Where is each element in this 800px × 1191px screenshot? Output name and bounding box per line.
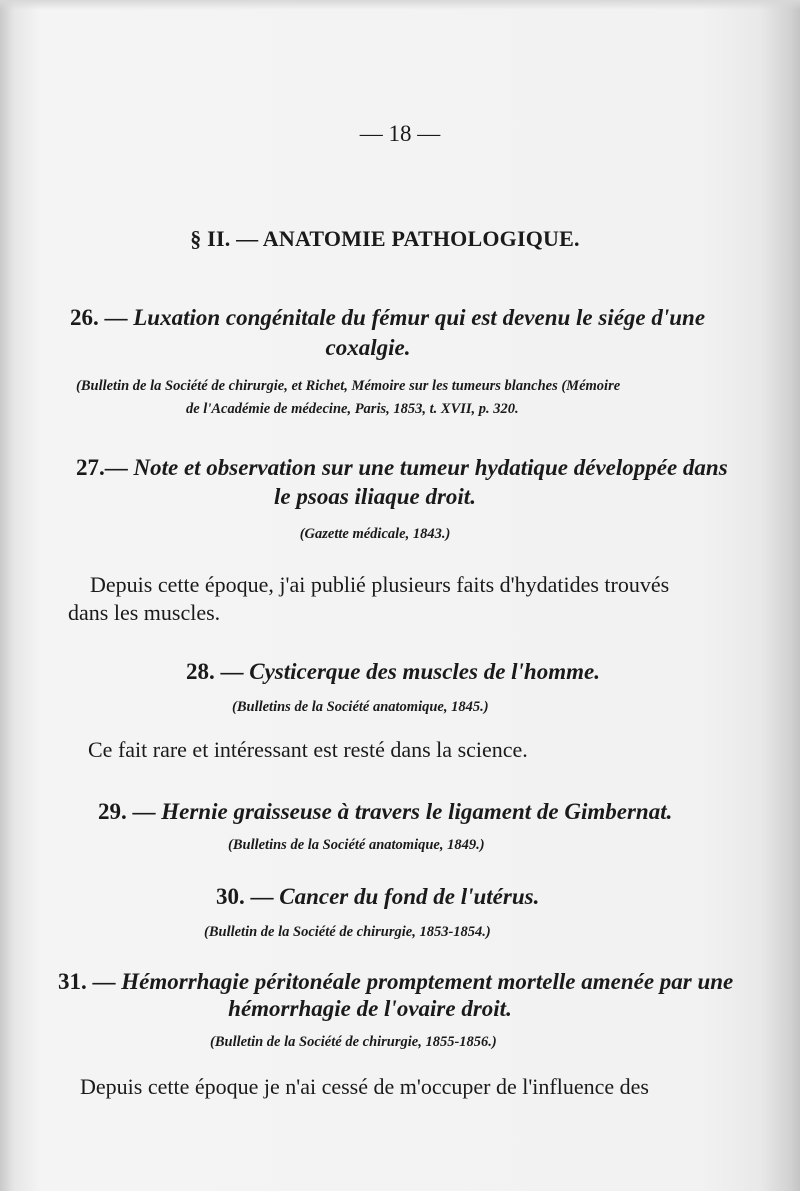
entry-29-title [98,800,672,823]
entry-26-citation-line2 [186,402,519,417]
entry-31-title-line2 [0,997,740,1020]
entry-29-citation [228,838,485,853]
citation-text: de l'Académie de médecine, Paris, 1853, t. XVII, p. 320. [186,401,519,417]
paragraph-2-line1: Ce fait rare et intéressant est resté dans la science. [88,737,528,762]
section-heading: § II. — ANATOMIE PATHOLOGIQUE. [190,226,580,251]
entry-27-citation [0,527,750,542]
entry-dash: — [92,969,116,994]
citation-text: (Bulletin de la Société de chirurgie, et Richet, Mémoire sur les tumeurs blanches (Mémoire [76,378,621,394]
entry-dash: — [104,305,128,330]
entry-number: 31. [58,969,87,994]
entry-title-text: Cancer du fond de l'utérus. [279,884,540,909]
entry-26-title-line1 [70,306,705,329]
entry-title-text: hémorrhagie de l'ovaire droit. [228,996,512,1021]
page-edge-shadow [0,0,800,10]
entry-27-title-line1 [76,456,728,479]
entry-dash: — [104,455,128,480]
entry-26-title-line2 [0,336,736,359]
entry-number: 30. [216,884,245,909]
entry-31-title-line1 [58,970,733,993]
citation-text: (Bulletins de la Société anatomique, 1849.) [228,837,485,853]
entry-28-title [186,660,600,683]
citation-text: (Gazette médicale, 1843.) [299,526,451,542]
entry-28-citation [232,700,489,715]
citation-text: (Bulletin de la Société de chirurgie, 1855-1856.) [210,1034,497,1050]
entry-30-citation [204,925,491,940]
entry-title-text: Cysticerque des muscles de l'homme. [249,659,600,684]
entry-number: 29. [98,799,127,824]
paragraph-1-line1: Depuis cette époque, j'ai publié plusieurs faits d'hydatides trouvés [90,572,670,597]
page-number: — 18 — [359,121,441,146]
entry-title-text: le psoas iliaque droit. [274,484,476,509]
entry-title-text: Hernie graisseuse à travers le ligament de Gimbernat. [161,799,673,824]
paragraph-3-line1: Depuis cette époque je n'ai cessé de m'occuper de l'influence des [80,1074,649,1099]
entry-title-text: Hémorrhagie péritonéale promptement mortelle amenée par une [121,969,734,994]
entry-30-title [216,885,539,908]
citation-text: (Bulletins de la Société anatomique, 1845.) [232,699,489,715]
entry-number: 26. [70,305,99,330]
entry-31-citation [210,1035,497,1050]
citation-text: (Bulletin de la Société de chirurgie, 1853-1854.) [204,924,491,940]
entry-number: 28. [186,659,215,684]
entry-26-citation-line1 [76,379,620,394]
entry-title-text: Note et observation sur une tumeur hydatique développée dans [133,455,728,480]
entry-dash: — [132,799,156,824]
entry-title-text: coxalgie. [325,335,411,360]
entry-number: 27. [76,455,105,480]
entry-dash: — [220,659,244,684]
entry-title-text: Luxation congénitale du fémur qui est devenu le siége d'une [133,305,706,330]
entry-dash: — [250,884,274,909]
paragraph-1-line2: dans les muscles. [68,600,221,625]
entry-27-title-line2 [0,485,750,508]
